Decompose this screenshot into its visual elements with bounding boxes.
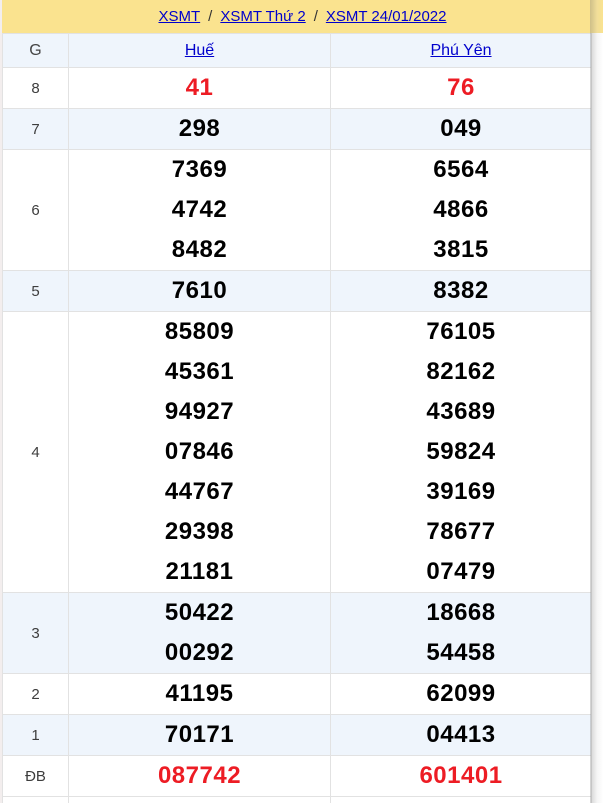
prize-number: 07846 xyxy=(164,438,235,465)
breadcrumb-link-xsmt-date[interactable]: XSMT 24/01/2022 xyxy=(325,8,447,25)
table-header-row xyxy=(3,34,592,68)
prize-numbers-phu-yen xyxy=(331,593,592,674)
prize-number: 6564 xyxy=(433,156,489,183)
prize-row xyxy=(3,593,592,674)
column-header-phu-yen-link[interactable]: Phú Yên xyxy=(430,41,492,59)
prize-numbers-hue xyxy=(69,593,331,674)
prize-row xyxy=(3,68,592,109)
prize-number: 3815 xyxy=(433,236,489,263)
prize-number: 4866 xyxy=(433,196,489,223)
prize-number: 18668 xyxy=(426,599,496,626)
prize-number: 601401 xyxy=(419,762,503,789)
prize-label: ĐB xyxy=(3,756,69,797)
prize-number: 39169 xyxy=(426,478,496,505)
breadcrumb-separator: / xyxy=(313,8,318,25)
prize-numbers-hue xyxy=(69,68,331,109)
prize-numbers-phu-yen xyxy=(331,150,592,271)
prize-numbers-hue xyxy=(69,150,331,271)
prize-number: 76105 xyxy=(426,318,496,345)
prize-numbers-phu-yen xyxy=(331,715,592,756)
prize-label: 3 xyxy=(3,593,69,674)
prize-number: 50422 xyxy=(164,599,235,626)
prize-number: 29398 xyxy=(164,518,235,545)
prize-number: 76 xyxy=(447,74,475,101)
prize-number: 85809 xyxy=(164,318,235,345)
prize-number: 21181 xyxy=(165,558,234,585)
prize-numbers-hue xyxy=(69,674,331,715)
prize-number: 70171 xyxy=(164,721,235,748)
prize-number: 62099 xyxy=(426,680,496,707)
prize-numbers-phu-yen xyxy=(331,109,592,150)
prize-number: 4742 xyxy=(171,196,228,223)
results-table xyxy=(2,33,592,803)
prize-numbers-hue xyxy=(69,715,331,756)
partial-cell xyxy=(331,797,592,803)
prize-number: 8482 xyxy=(171,236,228,263)
prize-number: 087742 xyxy=(157,762,242,789)
prize-numbers-hue xyxy=(69,756,331,797)
column-header-hue xyxy=(69,34,331,68)
prize-numbers-hue xyxy=(69,109,331,150)
column-header-hue-link[interactable]: Huế xyxy=(184,41,215,59)
prize-numbers-hue xyxy=(69,312,331,593)
prize-number: 59824 xyxy=(426,438,496,465)
prize-number: 82162 xyxy=(426,358,496,385)
prize-row xyxy=(3,756,592,797)
prize-number: 41195 xyxy=(165,680,234,707)
prize-number: 41 xyxy=(185,74,214,101)
prize-number: 7610 xyxy=(171,277,228,304)
breadcrumb-link-xsmt-thu-2[interactable]: XSMT Thứ 2 xyxy=(220,8,306,25)
prize-row xyxy=(3,109,592,150)
prize-label: 5 xyxy=(3,271,69,312)
prize-numbers-phu-yen xyxy=(331,756,592,797)
prize-label: 6 xyxy=(3,150,69,271)
breadcrumb-link-xsmt[interactable]: XSMT xyxy=(158,8,201,25)
prize-label: 7 xyxy=(3,109,69,150)
column-header-phu-yen xyxy=(331,34,592,68)
prize-number: 049 xyxy=(440,115,482,142)
prize-label: 4 xyxy=(3,312,69,593)
prize-label: 2 xyxy=(3,674,69,715)
prize-numbers-phu-yen xyxy=(331,674,592,715)
partial-cell xyxy=(3,797,69,803)
prize-number: 7369 xyxy=(171,156,228,183)
prize-row xyxy=(3,674,592,715)
prize-number: 07479 xyxy=(426,558,496,585)
prize-number: 04413 xyxy=(426,721,496,748)
prize-numbers-phu-yen xyxy=(331,68,592,109)
prize-numbers-hue xyxy=(69,271,331,312)
prize-number: 44767 xyxy=(164,478,235,505)
prize-row xyxy=(3,150,592,271)
prize-number: 298 xyxy=(178,115,221,142)
column-header-g: G xyxy=(3,34,69,68)
prize-row xyxy=(3,312,592,593)
breadcrumb-separator: / xyxy=(208,8,213,25)
prize-row xyxy=(3,715,592,756)
prize-number: 00292 xyxy=(164,639,235,666)
prize-numbers-phu-yen xyxy=(331,312,592,593)
prize-number: 8382 xyxy=(433,277,489,304)
breadcrumb xyxy=(2,0,603,33)
prize-number: 78677 xyxy=(426,518,496,545)
partial-cell xyxy=(69,797,331,803)
prize-number: 43689 xyxy=(426,398,496,425)
prize-label: 8 xyxy=(3,68,69,109)
prize-number: 54458 xyxy=(426,639,496,666)
prize-row xyxy=(3,271,592,312)
prize-number: 45361 xyxy=(164,358,235,385)
next-row-partial xyxy=(3,797,592,803)
prize-numbers-phu-yen xyxy=(331,271,592,312)
prize-label: 1 xyxy=(3,715,69,756)
prize-number: 94927 xyxy=(164,398,235,425)
